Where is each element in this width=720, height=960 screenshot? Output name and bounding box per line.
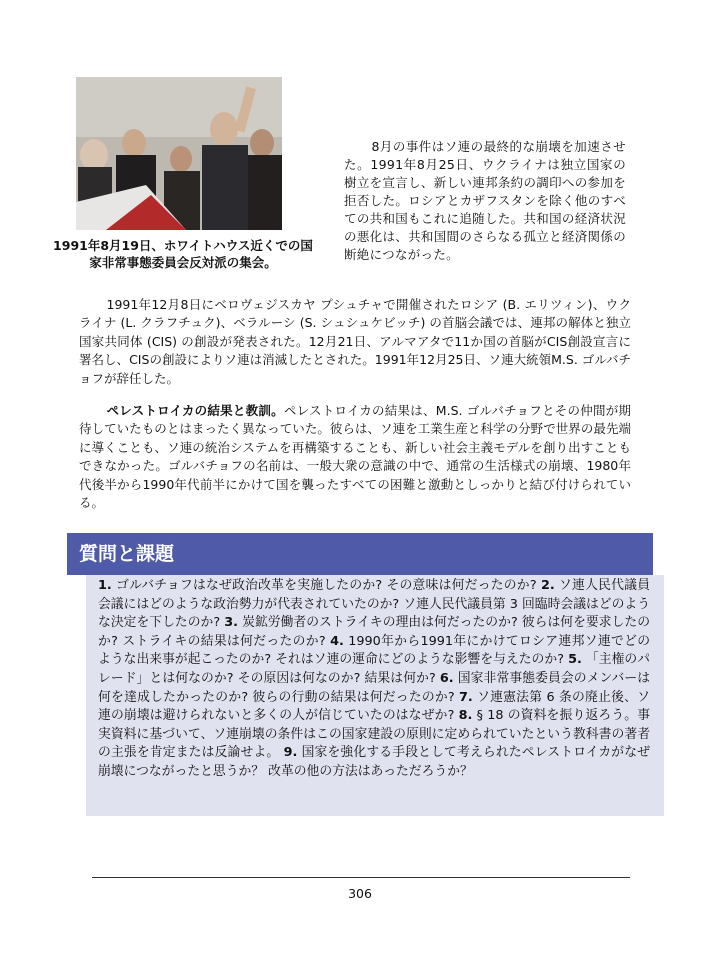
q1-num: 1. <box>98 578 112 593</box>
q1-text: ゴルバチョフはなぜ政治改革を実施したのか? その意味は何だったのか? <box>111 578 541 593</box>
q8-num: 8. <box>458 708 473 724</box>
questions-text <box>98 577 650 782</box>
q9-text: 国家を強化する手段として考えられたペレストロイカがなぜ崩壊につながったと思うか？ 改革の他の方法はあっただろうか？ <box>98 745 650 779</box>
side-paragraph: 8月の事件はソ連の最終的な崩壊を加速させた。1991年8月25日、ウクライナは独立国家の樹立を宣言し、新しい連邦条約の調印への参加を拒否した。ロシアとカザフスタンを除く他のすべての共和国もこれに追随した。共和国の経済状況の悪化は、共和国間のさらなる孤立と経済関係の断絶につながった。 <box>344 139 626 262</box>
q7-num: 7. <box>459 689 473 705</box>
q6-num: 6. <box>439 670 454 686</box>
q9-num: 9. <box>283 745 298 761</box>
q5-text: 「主権のパレード」とは何なのか? その原因は何なのか? 結果は何か? <box>98 652 650 686</box>
q2-num: 2. <box>540 578 555 593</box>
q3-text: 炭鉱労働者のストライキの理由は何だったのか? 彼らは何を要求したのか? ストライキの結果は何だったのか? <box>98 615 650 649</box>
q4-text: 1990年から1991年にかけてロシア連邦ソ連でどのような出来事が起こったのか? それはソ連の運命にどのような影響を与えたのか? <box>98 633 651 668</box>
q5-num: 5. <box>568 652 582 668</box>
paragraph-2-body: ペレストロイカの結果は、M.S. ゴルバチョフとその仲間が期待していたものとはまったく異なっていた。彼らは、ソ連を工業生産と科学の分野で世界の最先端に導くことも、ソ連の統治システムを再構築することも、新しい社会主義モデルを創り出すこともできなかった。ゴルバチョフの名前は、一般大衆の意識の中で、通常の生活様式の崩壊、1980年代後半から1990年代前半にかけて国を襲ったすべての困難と激動としっかりと結び付けられている。 <box>79 403 631 511</box>
rally-illustration <box>76 77 282 230</box>
paragraph-1: 1991年12月8日にベロヴェジスカヤ プシュチャで開催されたロシア (B. エリツィン)、ウクライナ (L. クラフチュク)、ベラルーシ (S. シュシュケビッチ) の首脳会議では、連邦の解体と独立国家共同体 (CIS) の創設が発表された。12月21日、アルマアタで11か国の首脳がCIS創設宣言に署名し、CISの創設によりソ連は消滅したとされた。1991年12月25日、ソ連大統領M.S. ゴルバチョフが辞任した。 <box>79 297 631 386</box>
photo-rally <box>76 77 282 230</box>
paragraph-2 <box>79 402 631 512</box>
q6-text: 国家非常事態委員会のメンバーは何を達成したかったのか? 彼らの行動の結果は何だったのか? <box>98 670 650 705</box>
q2-text: ソ連人民代議員会議にはどのような政治勢力が代表されていたのか? ソ連人民代議員第 3 回臨時会議はどのような決定を下したのか? <box>98 578 650 631</box>
questions-box <box>86 575 664 816</box>
footer-rule <box>92 877 630 878</box>
photo-caption: 1991年8月19日、ホワイトハウス近くでの国家非常事態委員会反対派の集会。 <box>53 238 313 270</box>
paragraph-2-lead: ペレストロイカの結果と教訓。 <box>106 403 284 418</box>
q3-num: 3. <box>224 615 239 631</box>
questions-header: 質問と課題 <box>67 533 653 575</box>
q8-text: § 18 の資料を振り返ろう。事実資料に基づいて、ソ連崩壊の条件はこの国家建設の原則に定められていたという教科書の著者の主張を肯定または反論せよ。 <box>98 708 650 761</box>
page-number: 306 <box>348 886 372 901</box>
q4-num: 4. <box>330 633 344 649</box>
q7-text: ソ連憲法第 6 条の廃止後、ソ連の崩壊は避けられないと多くの人が信じていたのはなぜか? <box>98 689 650 724</box>
